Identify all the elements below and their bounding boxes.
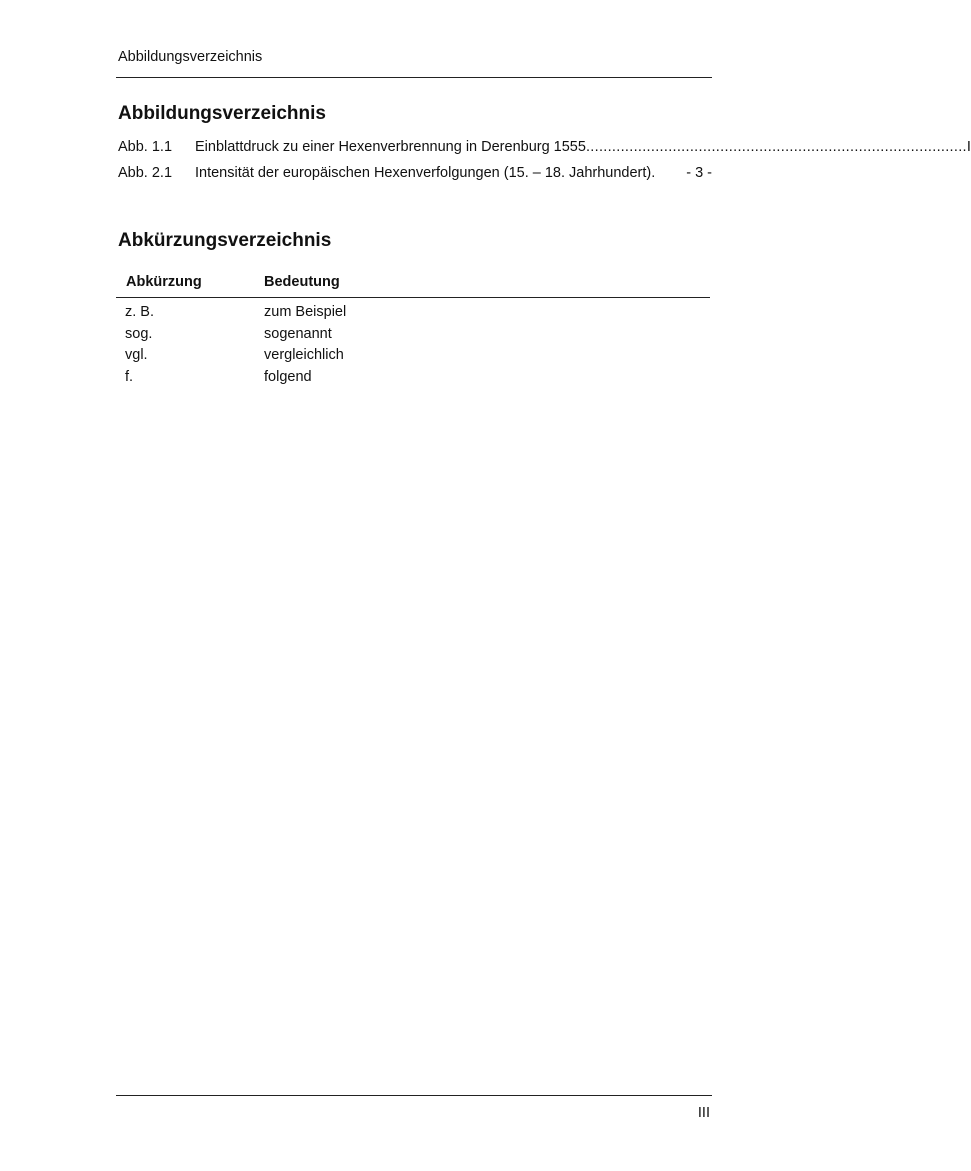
meaning-cell: folgend <box>264 369 312 386</box>
column-header-abbreviation: Abkürzung <box>126 274 202 290</box>
figure-title: Einblattdruck zu einer Hexenverbrennung in Derenburg 1555 <box>195 139 586 155</box>
running-header: Abbildungsverzeichnis <box>118 49 263 65</box>
abbreviation-cell: sog. <box>125 325 153 342</box>
figure-number: Abb. 1.1 <box>118 139 173 155</box>
table-row <box>116 304 710 326</box>
figure-entry[interactable] <box>118 165 712 185</box>
figure-number: Abb. 2.1 <box>118 165 173 181</box>
abbreviation-cell: vgl. <box>125 347 148 364</box>
leader-dots: ........................................................................................ <box>585 139 967 155</box>
abbreviation-cell: f. <box>125 369 134 386</box>
table-header <box>116 270 710 298</box>
abbreviations-table <box>116 270 710 391</box>
meaning-cell: zum Beispiel <box>264 304 347 320</box>
figure-title: Intensität der europäischen Hexenverfolgungen (15. – 18. Jahrhundert). <box>195 165 656 181</box>
column-header-meaning: Bedeutung <box>264 274 340 290</box>
figure-page: - 3 - <box>686 165 712 181</box>
header-rule <box>116 77 712 78</box>
page-number: III <box>697 1105 710 1121</box>
abbreviations-heading: Abkürzungsverzeichnis <box>118 230 332 251</box>
abbreviation-cell: z. B. <box>125 304 155 320</box>
table-row <box>116 369 710 391</box>
meaning-cell: vergleichlich <box>264 347 344 364</box>
table-row <box>116 347 710 369</box>
meaning-cell: sogenannt <box>264 325 332 342</box>
figure-entry[interactable] <box>118 139 971 159</box>
figures-heading: Abbildungsverzeichnis <box>118 103 326 124</box>
figure-page: I <box>966 139 971 155</box>
footer-rule <box>116 1095 712 1096</box>
table-row <box>116 326 710 348</box>
